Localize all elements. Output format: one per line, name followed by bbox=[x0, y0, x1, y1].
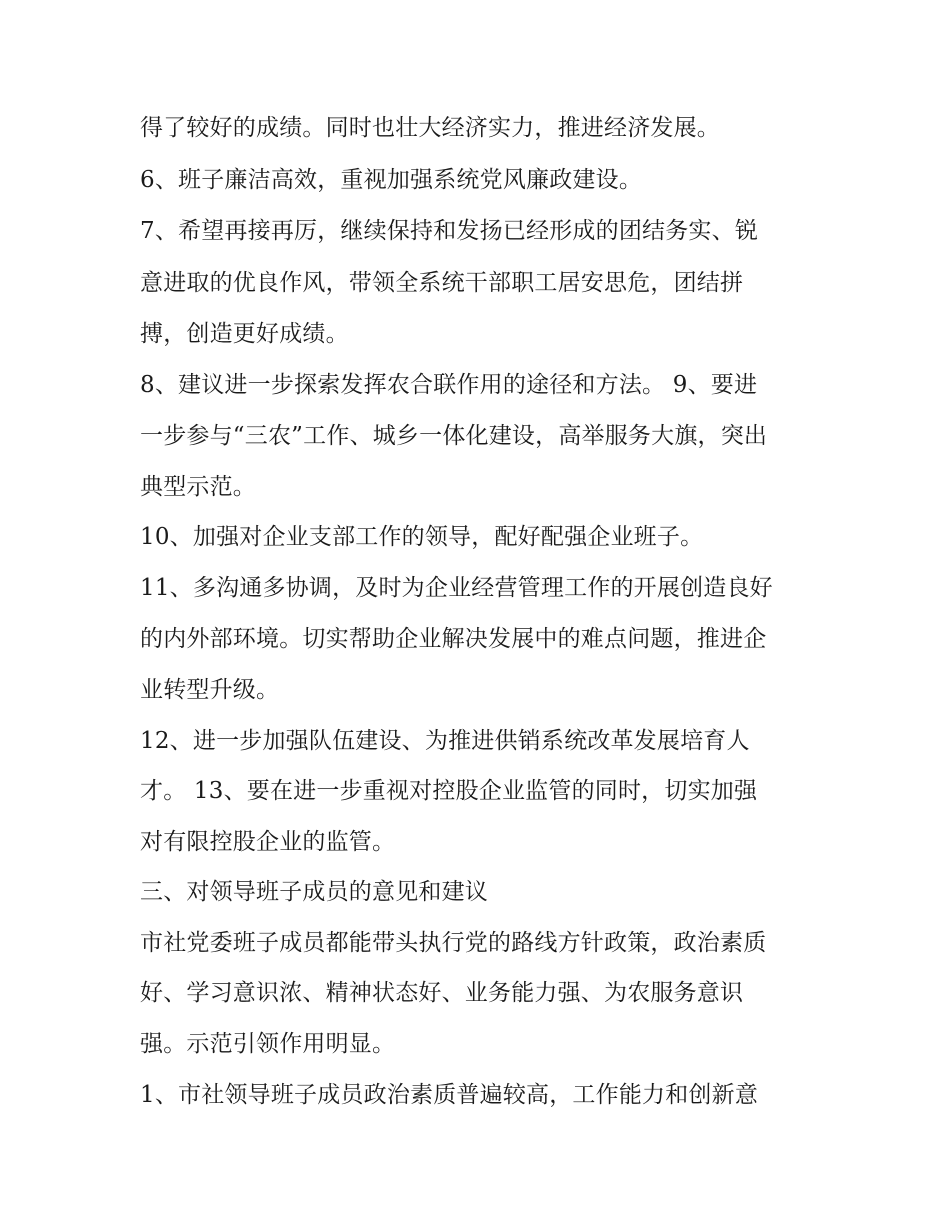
text-line: 好、学习意识浓、精神状态好、业务能力强、为农服务意识 bbox=[140, 980, 744, 1006]
text-line: 市社党委班子成员都能带头执行党的路线方针政策，政治素质 bbox=[140, 930, 767, 956]
text-line: 典型示范。 bbox=[140, 474, 256, 500]
text-line: 12、进一步加强队伍建设、为推进供销系统改革发展培育人 bbox=[140, 728, 750, 754]
text-line: 才。 13、要在进一步重视对控股企业监管的同时，切实加强 bbox=[140, 778, 758, 804]
text-line: 得了较好的成绩。同时也壮大经济实力，推进经济发展。 bbox=[140, 115, 720, 141]
text-line: 的内外部环境。切实帮助企业解决发展中的难点问题，推进企 bbox=[140, 626, 767, 652]
text-line: 业转型升级。 bbox=[140, 677, 280, 703]
text-line: 搏，创造更好成绩。 bbox=[140, 321, 349, 347]
text-line: 一步参与“三农”工作、城乡一体化建设，高举服务大旗，突出 bbox=[140, 423, 768, 449]
text-line: 11、多沟通多协调，及时为企业经营管理工作的开展创造良好 bbox=[140, 575, 773, 601]
text-line: 意进取的优良作风，带领全系统干部职工居安思危，团结拼 bbox=[140, 270, 744, 296]
text-line: 1、市社领导班子成员政治素质普遍较高，工作能力和创新意 bbox=[140, 1082, 759, 1108]
text-line: 6、班子廉洁高效，重视加强系统党风廉政建设。 bbox=[140, 167, 643, 193]
section-heading: 三、对领导班子成员的意见和建议 bbox=[140, 879, 488, 905]
text-line: 7、希望再接再厉，继续保持和发扬已经形成的团结务实、锐 bbox=[140, 218, 759, 244]
text-line: 10、加强对企业支部工作的领导，配好配强企业班子。 bbox=[140, 524, 704, 550]
text-line: 8、建议进一步探索发挥农合联作用的途径和方法。 9、要进 bbox=[140, 372, 758, 398]
text-line: 对有限控股企业的监管。 bbox=[140, 829, 396, 855]
text-line: 强。示范引领作用明显。 bbox=[140, 1031, 396, 1057]
